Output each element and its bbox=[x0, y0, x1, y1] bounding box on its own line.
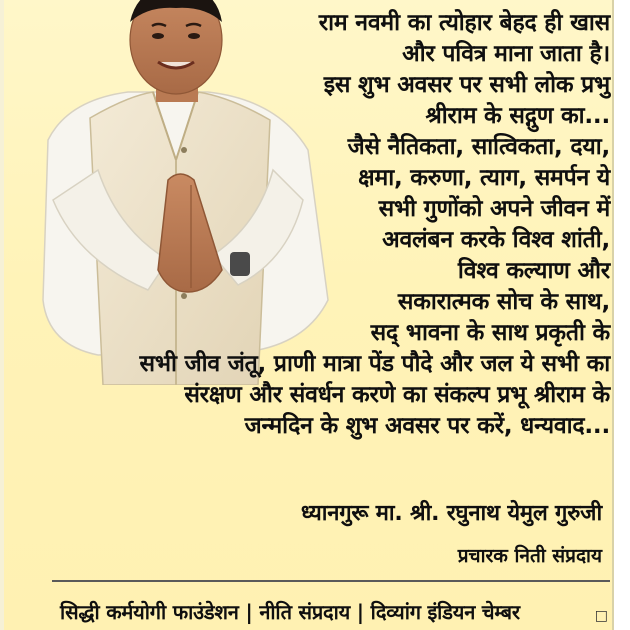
message-line: श्रीराम के सद्गुण का... bbox=[425, 103, 610, 129]
signature-title: प्रचारक निती संप्रदाय bbox=[457, 545, 602, 567]
message-line: सभी गुणोंको अपने जीवन में bbox=[378, 196, 610, 222]
message-line: विश्व कल्याण और bbox=[457, 258, 610, 284]
message-line: इस शुभ अवसर पर सभी लोक प्रभु bbox=[323, 72, 610, 98]
message-line-cut-off bbox=[10, 0, 610, 8]
message-line: जन्मदिन के शुभ अवसर पर करें, धन्यवाद... bbox=[244, 413, 610, 439]
festival-message bbox=[10, 0, 610, 442]
footer-organizations: सिद्धी कर्मयोगी फाउंडेशन | नीति संप्रदाय | दिव्यांग इंडियन चेम्बर bbox=[60, 600, 520, 624]
message-line: और पवित्र माना जाता है। bbox=[402, 41, 610, 67]
right-edge bbox=[612, 0, 630, 630]
message-line: संरक्षण और संवर्धन करणे का संकल्प प्रभू श्रीराम के bbox=[184, 382, 610, 408]
message-line: राम नवमी का त्योहार बेहद ही खास bbox=[318, 10, 610, 36]
message-line: अवलंबन करके विश्व शांती, bbox=[382, 227, 610, 253]
message-line: सद् भावना के साथ प्रकृती के bbox=[370, 320, 610, 346]
message-line: सभी जीव जंतू, प्राणी मात्रा पेंड पौदे और जल ये सभी का bbox=[139, 351, 610, 377]
corner-mark-icon: □ bbox=[594, 608, 608, 624]
message-line: सकारात्मक सोच के साथ, bbox=[397, 289, 610, 315]
message-line: जैसे नैतिकता, सात्विकता, दया, bbox=[347, 134, 610, 160]
left-edge bbox=[0, 0, 4, 630]
message-line: क्षमा, करुणा, त्याग, समर्पन ये bbox=[358, 165, 610, 191]
footer-divider bbox=[52, 580, 610, 582]
signature-name: ध्यानगुरू मा. श्री. रघुनाथ येमुल गुरुजी bbox=[300, 501, 602, 526]
